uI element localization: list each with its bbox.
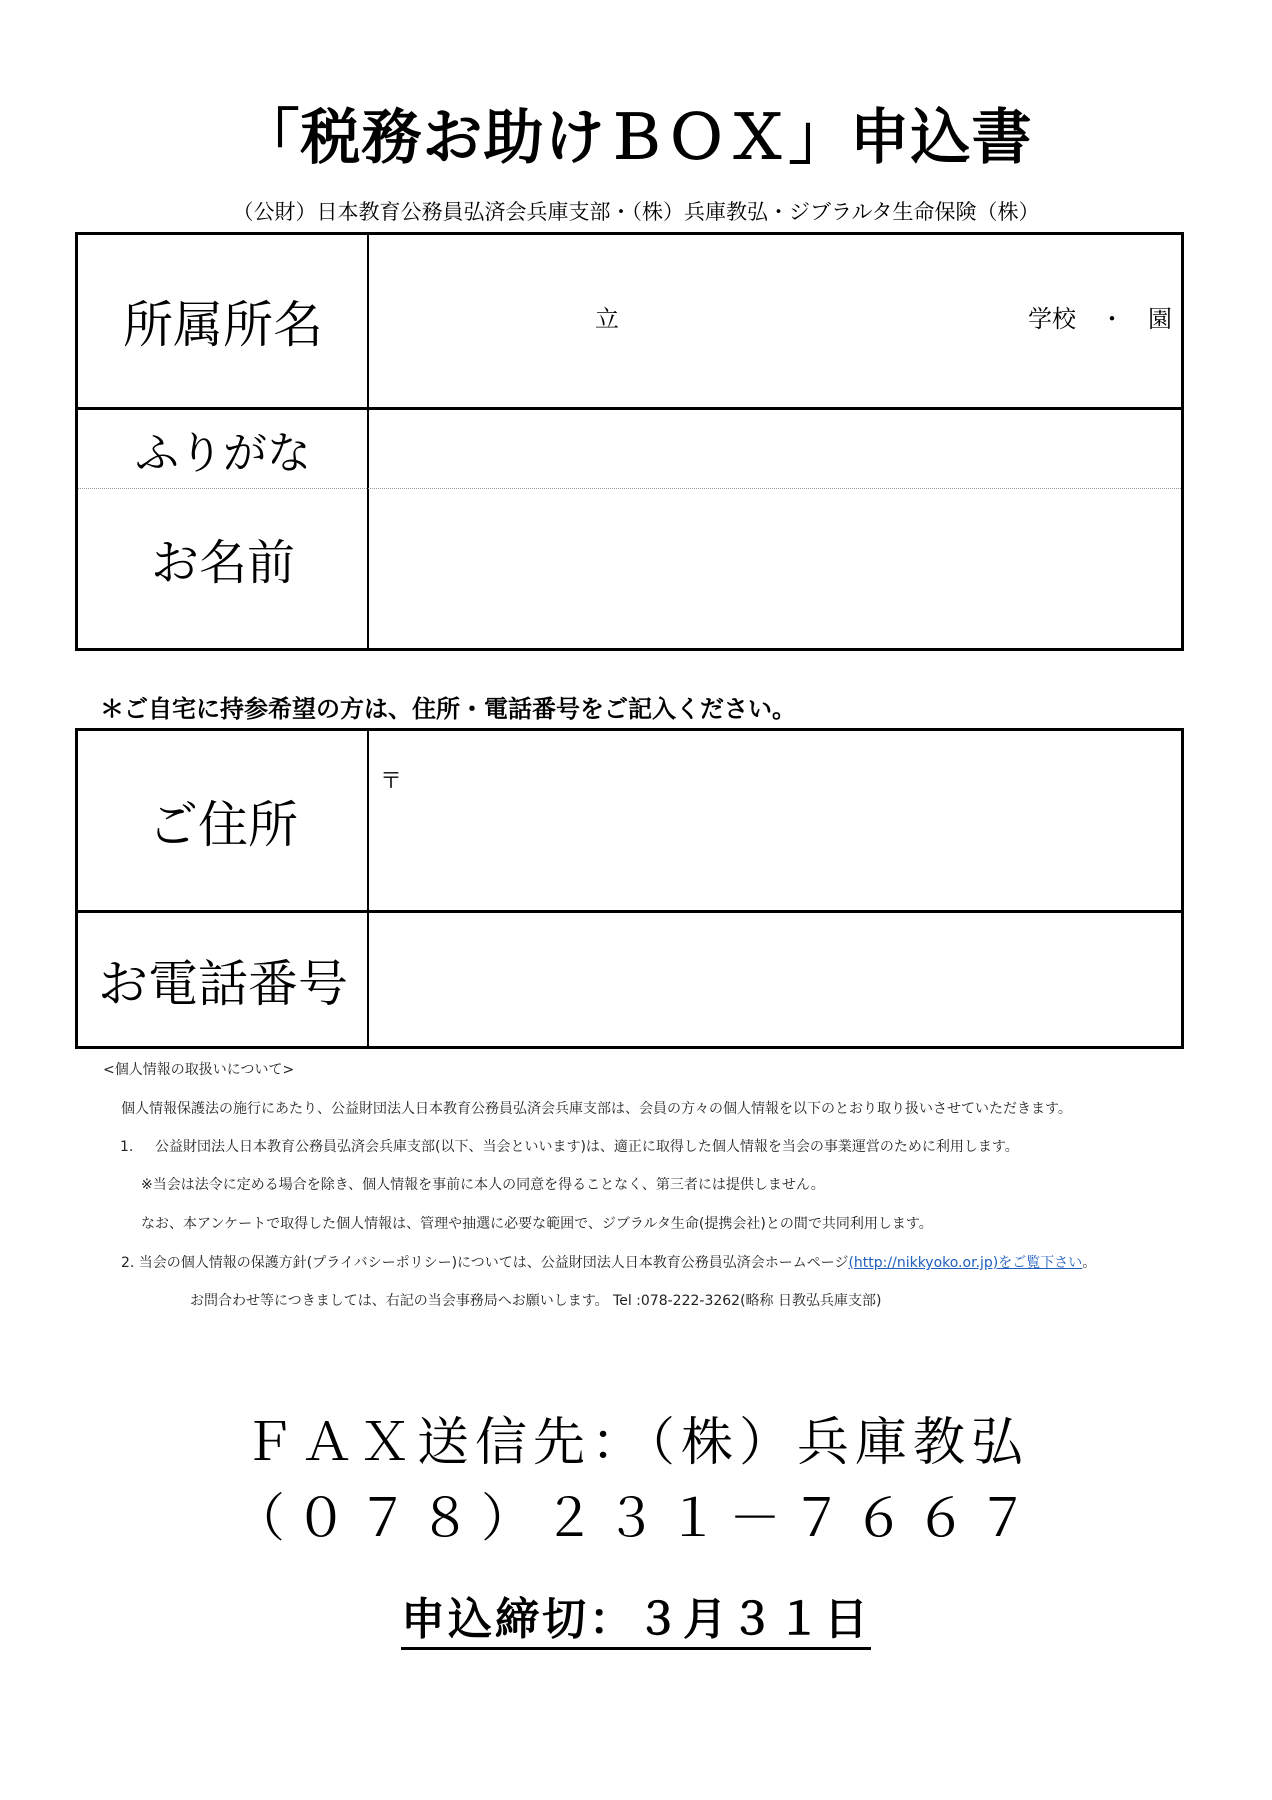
document-title: 「税務お助けＢＯＸ」申込書 xyxy=(239,103,1033,173)
address-field[interactable] xyxy=(370,731,1181,910)
privacy-item1-note2: なお、本アンケートで取得した個人情報は、管理や抽選に必要な範囲で、ジブラルタ生命(提携会社)との間で共同利用します。 xyxy=(141,1216,933,1232)
furigana-label: ふりがな xyxy=(135,428,311,479)
privacy-contact: お問合わせ等につきましては、右記の当会事務局へお願いします。 Tel :078-222-3262(略称 日教弘兵庫支部) xyxy=(190,1293,882,1309)
document-subtitle: （公財）日本教育公務員弘済会兵庫支部・（株）兵庫教弘・ジブラルタ生命保険（株） xyxy=(232,200,1040,224)
fax-recipient: ＦＡＸ送信先：（株）兵庫教弘 xyxy=(242,1413,1029,1473)
affiliation-field[interactable] xyxy=(370,235,1181,407)
privacy-item1-number: 1. xyxy=(120,1139,134,1155)
postal-mark-icon: 〒 xyxy=(380,769,403,794)
privacy-intro: 個人情報保護法の施行にあたり、公益財団法人日本教育公務員弘済会兵庫支部は、会員の方々の個人情報を以下のとおり取り扱いさせていただきます。 xyxy=(121,1101,1072,1117)
affiliation-label: 所属所名 xyxy=(123,296,323,354)
privacy-item2 xyxy=(121,1254,1096,1272)
privacy-item1-note: ※当会は法令に定める場合を除き、個人情報を事前に本人の同意を得ることなく、第三者には提供しません。 xyxy=(141,1177,825,1193)
application-deadline xyxy=(0,1590,1272,1650)
form-table-contact-info xyxy=(75,728,1184,1049)
address-label: ご住所 xyxy=(148,795,298,854)
affiliation-prefix: 立 xyxy=(595,305,619,333)
form-table-member-info xyxy=(75,232,1184,651)
phone-label: お電話番号 xyxy=(98,954,348,1013)
deadline-text: 申込締切：３月３１日 xyxy=(401,1594,871,1650)
name-label: お名前 xyxy=(150,535,295,591)
name-field[interactable] xyxy=(370,489,1181,648)
homepage-link[interactable]: (http://nikkyoko.or.jp)をご覧下さい xyxy=(848,1255,1083,1271)
phone-field[interactable] xyxy=(370,913,1181,1046)
privacy-item1-text: 公益財団法人日本教育公務員弘済会兵庫支部(以下、当会といいます)は、適正に取得した個人情報を当会の事業運営のために利用します。 xyxy=(155,1139,1019,1155)
privacy-item2-text: 2. 当会の個人情報の保護方針(プライバシーポリシー)については、公益財団法人日本教育公務員弘済会ホームページ xyxy=(121,1255,849,1271)
privacy-item2-end: 。 xyxy=(1082,1255,1097,1271)
home-delivery-note: ＊ご自宅に持参希望の方は、住所・電話番号をご記入ください。 xyxy=(100,695,796,723)
affiliation-suffix: 学校 ・ 園 xyxy=(1028,305,1172,333)
privacy-heading: <個人情報の取扱いについて> xyxy=(103,1062,295,1078)
fax-number: （０７８）２３１－７６６７ xyxy=(232,1489,1039,1549)
furigana-field[interactable] xyxy=(370,410,1181,488)
